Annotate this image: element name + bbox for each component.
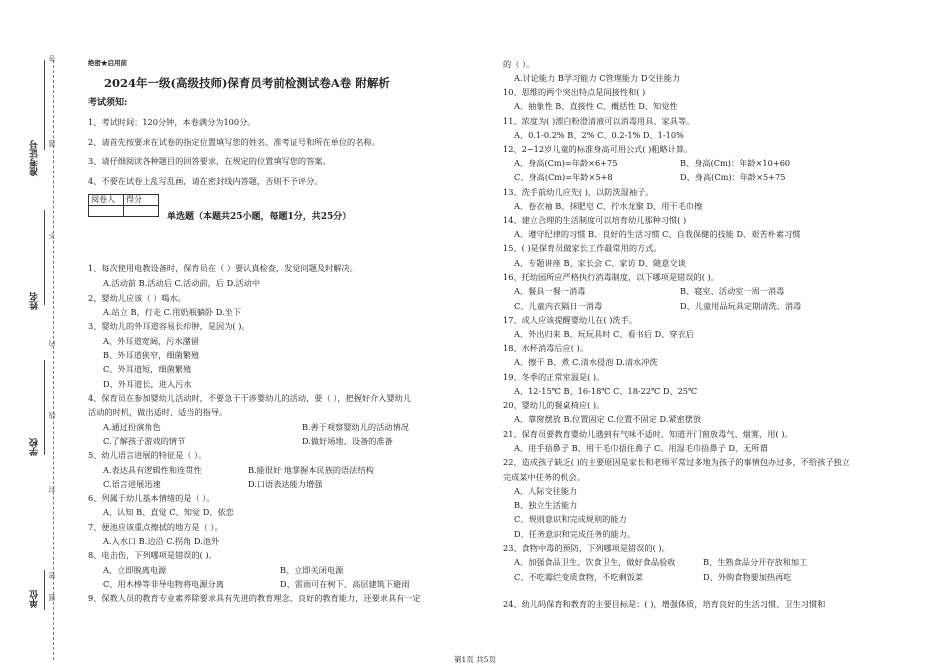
question-line: 14、建立合理的生活制度可以培育幼儿那种习惯( ) xyxy=(503,215,687,225)
seal-char: 答 xyxy=(48,55,56,62)
option-line: D、外耳道长，进入污水 xyxy=(103,379,192,389)
seal-char: 题 xyxy=(48,140,56,147)
seal-char: 封 xyxy=(48,486,56,493)
option-line: C、儿童内衣隔日一消毒 xyxy=(514,301,603,311)
option-line: A、加强食品卫生、饮食卫生，做好食品验收 xyxy=(514,557,676,567)
score-table xyxy=(88,194,159,217)
option-line: D.做好场地、设备的准备 xyxy=(302,436,393,446)
option-line: C.语言进展迅速 xyxy=(103,479,161,489)
option-line: C、规则意识和完成规则的能力 xyxy=(514,514,627,524)
question-line: 活动的时机，做出适时、适当的指导。 xyxy=(88,407,228,417)
option-line: C.了解孩子游戏的情节 xyxy=(103,436,186,446)
notice-line: 1、考试时间：120分钟，本卷满分为100分。 xyxy=(88,117,256,127)
exam-number-label: 准考证号 xyxy=(30,140,40,176)
option-line: A、外出归来 B、玩玩具时 C、看书后 D、穿衣后 xyxy=(514,329,694,339)
option-line: B、独立生活能力 xyxy=(514,500,578,510)
option-line: B、外耳道狭窄，细菌繁殖 xyxy=(103,350,200,360)
option-line: A.讨论能力 B学习能力 C管理能力 D交往能力 xyxy=(514,73,681,83)
page-title: 2024年一级(高级技师)保育员考前检测试卷A卷 附解析 xyxy=(104,76,390,90)
option-line: A.站立 B，行走 C.用奶瓶躺卧 D.坐下 xyxy=(103,307,242,317)
seal-dashed-line xyxy=(53,60,54,660)
question-line: 22、造成孩子缺乏( )的主要原因是家长和老师平常过多地为孩子的事情包办过多，不给孩子独立 xyxy=(503,457,850,467)
page-footer: 第1页 共5页 xyxy=(454,655,496,664)
exam-number-underline xyxy=(44,60,45,150)
option-line: A、专题讲座 B、家长会 C、家访 D、随意交谈 xyxy=(514,258,686,268)
question-line: 2、婴幼儿应该（ ）喝水。 xyxy=(88,293,186,303)
question-line: 12、2~12岁儿童的标准身高可用公式( )粗略计算。 xyxy=(503,144,693,154)
unit-label: 单位 xyxy=(30,590,40,608)
question-line: 23、食物中毒的预防，下列哪项是错误的( )。 xyxy=(503,543,670,553)
option-line: D、身高(Cm)：年龄×5+75 xyxy=(680,172,786,182)
question-line: 6、列属于幼儿基本情绪的是（ ）。 xyxy=(88,493,215,503)
name-underline xyxy=(44,210,45,305)
question-line: 10、思维的两个突出特点是间接性和( ) xyxy=(503,87,646,97)
option-line: A、餐具一餐一消毒 xyxy=(514,286,586,296)
option-line: C、身高(Cm)=年龄×5+8 xyxy=(514,172,613,182)
question-line: 24、幼儿吗保育和教育的主要目标是：( )，增强体质，培育良好的生活习惯、卫生习惯和 xyxy=(503,599,826,609)
option-line: A、靠窗摆放 B.位置固定 C.位置不固定 D.紧密摆放 xyxy=(514,414,702,424)
question-line: 的（ ）。 xyxy=(503,59,535,69)
option-line: D、雷雨可在树下、高层建筑下避雨 xyxy=(280,579,410,589)
question-line: 5、幼儿语言进展的特征是（ ）。 xyxy=(88,450,207,460)
option-line: B、立即关闭电源 xyxy=(280,565,344,575)
seal-char: 密 xyxy=(48,572,56,579)
option-line: A、12-15℃ B、16-18℃ C、18-22℃ D、25℃ xyxy=(514,386,698,396)
seal-char: 题 xyxy=(48,594,56,601)
notice-line: 4、不要在试卷上乱写乱画，请在密封线内答题，否则不予评分。 xyxy=(88,176,323,186)
option-line: A、外耳道宽阔，污水潴留 xyxy=(103,336,199,346)
school-label: 学校 xyxy=(30,438,40,456)
option-line: C、外耳道短，细菌繁殖 xyxy=(103,364,192,374)
grader-cell: 阅卷人 xyxy=(89,195,124,206)
option-line: D、任务意识和完成任务的能力。 xyxy=(514,529,636,539)
option-line: A、人际交往能力 xyxy=(514,486,578,496)
question-line: 20、婴幼儿的餐桌椅应( )。 xyxy=(503,400,605,410)
question-line: 9、保教人员的教育专业素养除要求具有先进的教育理念，良好的教育能力，还要求具有一定 xyxy=(88,593,421,603)
question-line: 21、保育员要教育婴幼儿遇到有气味不适时，知道开门窗放毒气、烟雾，用( )。 xyxy=(503,429,793,439)
question-line: 3、婴幼儿的外耳道容易长疖肿，是因为( )。 xyxy=(88,321,250,331)
question-line: 13、洗手前幼儿应先( )，以防洗湿袖子。 xyxy=(503,187,654,197)
option-line: A、抽象性 B、直接性 C、概括性 D、知觉性 xyxy=(514,101,678,111)
question-line: 19、冬季的正常室温是( )。 xyxy=(503,372,605,382)
option-line: B.善于观察婴幼儿的活动情况 xyxy=(302,422,409,432)
option-line: A.活动前 B.活动后 C.活动前，后 D.活动中 xyxy=(103,278,261,288)
name-label: 姓名 xyxy=(30,292,40,310)
option-line: C、用木棒等非导电物将电源分离 xyxy=(103,579,224,589)
grader-blank[interactable] xyxy=(89,206,124,217)
option-line: D、儿童用品玩具定期清洗、消毒 xyxy=(680,301,802,311)
option-line: A.入水口 B.边沿 C.拐角 D.池外 xyxy=(103,536,220,546)
question-line: 11、浓度为( )漂白粉澄清液可以消毒用具、家具等。 xyxy=(503,116,695,126)
option-line: B、生熟食品分开存放和加工 xyxy=(703,557,808,567)
school-underline xyxy=(44,360,45,455)
option-line: A、立即脱离电源 xyxy=(103,565,167,575)
option-line: B、寝室、活动室一周一消毒 xyxy=(680,286,785,296)
option-line: A、身高(Cm)=年龄×6+75 xyxy=(514,158,618,168)
notice-line: 2、请首先按要求在试卷的指定位置填写您的姓名、准考证号和所在单位的名称。 xyxy=(88,137,380,147)
confidential-mark: 绝密★启用前 xyxy=(88,59,127,67)
option-line: A.通过扮演角色 xyxy=(103,422,161,432)
score-blank[interactable] xyxy=(124,206,159,217)
option-line: A、擦干 B、煮 C.清水侵泡 D.清水冲洗 xyxy=(514,357,658,367)
option-line: A、卷衣袖 B、抹肥皂 C、拧水龙聚 D、用干毛巾擦 xyxy=(514,201,703,211)
question-line: 18、水杯消毒后应( )。 xyxy=(503,343,588,353)
unit-underline xyxy=(44,570,45,610)
seal-char: 线 xyxy=(48,412,56,419)
option-line: A、0.1-0.2% B、2% C、0.2-1% D、1-10% xyxy=(514,130,684,140)
option-line: D.口语表达能力增强 xyxy=(248,479,323,489)
notice-line: 3、请仔细阅读各种题目的回答要求，在规定的位置填写您的答案。 xyxy=(88,156,331,166)
section-title: 单选题（本题共25小题，每题1分，共25分） xyxy=(167,212,352,222)
question-line: 完成某中任务的机会。 xyxy=(503,472,585,482)
option-line: B、身高(Cm)：年龄×10+60 xyxy=(680,158,791,168)
score-cell: 得分 xyxy=(124,195,159,206)
question-line: 1、每次使用电教设备时，保育员在（ ）要认真检查，发觉问题及时解决。 xyxy=(88,263,358,273)
option-line: D、外购食物要加热再吃 xyxy=(703,572,792,582)
question-line: 4、保育员在参加婴幼儿活动时，不要急于干涉婴幼儿的活动，要（ ），把握好介入婴幼儿 xyxy=(88,393,412,403)
option-line: C、不吃霉烂变质食物，不吃剩饭菜 xyxy=(514,572,644,582)
option-line: A、遵守纪律的习惯 B、良好的生活习惯 C、自我保健的技能 D、艰苦朴素习惯 xyxy=(514,229,801,239)
option-line: B.能很好 地掌握本民族的语法结构 xyxy=(248,465,374,475)
question-line: 7、便池应该重点擦拭的地方是（ ）。 xyxy=(88,522,223,532)
option-line: A.表达具有逻辑性和连贯性 xyxy=(103,465,202,475)
question-line: 17、成人应该提醒婴幼儿在( )洗手。 xyxy=(503,315,638,325)
option-line: A、认知 B、直觉 C、知觉 D、依恋 xyxy=(103,507,234,517)
notice-title: 考试须知: xyxy=(88,98,128,108)
seal-char: 内 xyxy=(48,340,56,347)
question-line: 16、托幼园所应严格执行消毒制度，以下哪项是错误的( )。 xyxy=(503,272,719,282)
option-line: A、用手捂鼻子 B、用干毛巾捂住鼻子 C、用湿毛巾捂鼻子 D、无所谓 xyxy=(514,443,768,453)
question-line: 15、( )是保育员做家长工作最常用的方式。 xyxy=(503,243,662,253)
seal-margin xyxy=(0,0,70,671)
seal-char: 不 xyxy=(48,232,56,239)
question-line: 8、电击伤，下列哪项是错误的( )。 xyxy=(88,550,217,560)
